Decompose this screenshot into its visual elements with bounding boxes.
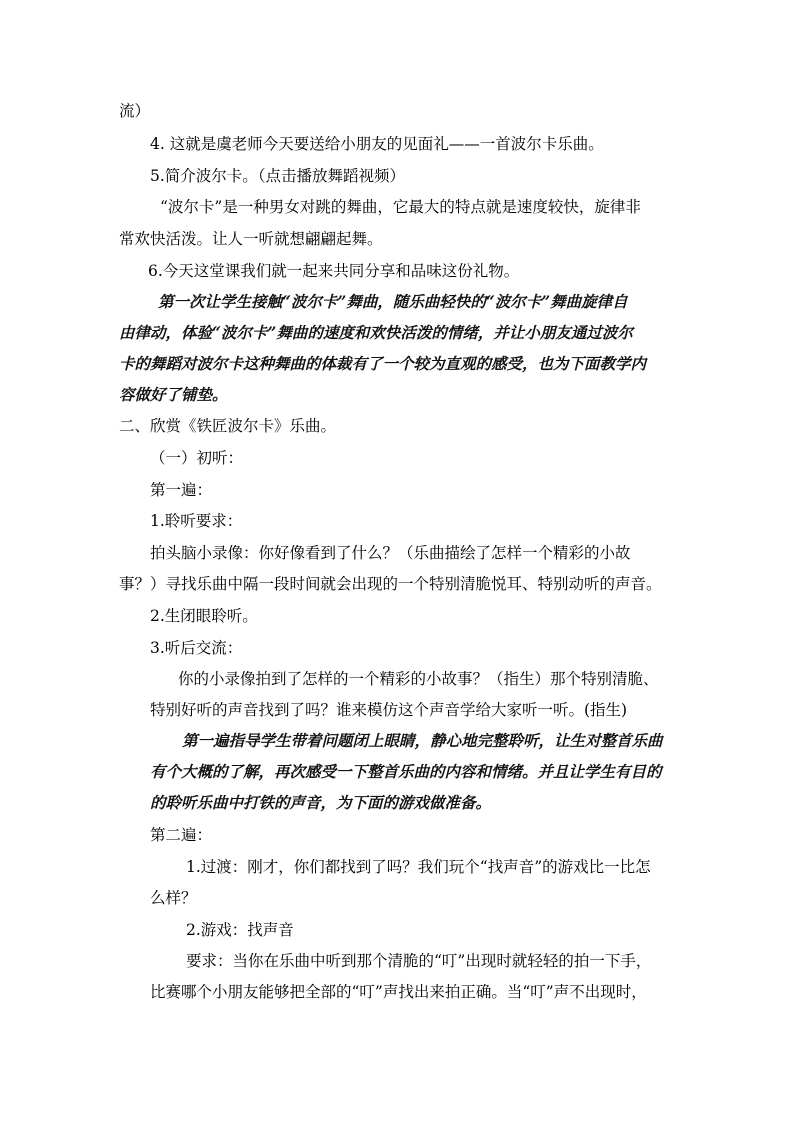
teaching-note-line: 有个大概的了解，再次感受一下整首乐曲的内容和情绪。并且让学生有目的 [150,762,662,781]
teaching-note-line: 第一遍指导学生带着问题闭上眼睛，静心地完整聆听，让生对整首乐曲 [182,731,663,750]
text-line: 要求：当你在乐曲中听到那个清脆的“叮”出现时就轻轻的拍一下手， [186,952,652,970]
text-line: 么样？ [150,889,197,907]
text-line: 比赛哪个小朋友能够把全部的“叮”声找出来拍正确。当“叮”声不出现时， [150,983,647,1001]
text-line: 1.聆听要求： [150,512,243,530]
text-line: 第一遍： [150,481,213,499]
teaching-note-line: 第一次让学生接触“波尔卡”舞曲，随乐曲轻快的“波尔卡”舞曲旋律自 [158,292,628,311]
text-line: 2.游戏：找声音 [186,921,294,939]
text-line: 第二遍： [150,826,213,844]
teaching-note-line: 的聆听乐曲中打铁的声音，为下面的游戏做准备。 [150,793,492,812]
text-line: 事？）寻找乐曲中隔一段时间就会出现的一个特别清脆悦耳、特别动听的声音。 [119,575,662,593]
text-line: “波尔卡”是一种男女对跳的舞曲，它最大的特点就是速度较快，旋律非 [160,198,641,216]
teaching-note-line: 由律动，体验“波尔卡”舞曲的速度和欢快活泼的情绪，并让小朋友通过波尔 [119,323,633,342]
teaching-note-line: 卡的舞蹈对波尔卡这种舞曲的体裁有了一个较为直观的感受，也为下面教学内 [119,354,647,373]
teaching-note-line: 容做好了铺垫。 [119,385,228,404]
text-line: 拍头脑小录像：你好像看到了什么？（乐曲描绘了怎样一个精彩的小故 [150,544,631,562]
text-line: 特别好听的声音找到了吗？谁来模仿这个声音学给大家听一听。(指生) [150,701,628,719]
text-line: 6.今天这堂课我们就一起来共同分享和品味这份礼物。 [148,262,520,280]
text-line: 你的小录像拍到了怎样的一个精彩的小故事？（指生）那个特别清脆、 [178,670,659,688]
text-line: 3.听后交流： [150,639,243,657]
section-heading: 二、欣赏《铁匠波尔卡》乐曲。 [119,417,337,435]
text-line: 5.简介波尔卡。（点击播放舞蹈视频） [150,167,406,185]
text-line: 流） [119,102,151,120]
text-line: （一）初听： [150,449,244,467]
text-line: 4. 这就是虞老师今天要送给小朋友的见面礼——一首波尔卡乐曲。 [150,135,604,153]
text-line: 2.生闭眼聆听。 [150,607,258,625]
text-line: 1.过渡：刚才，你们都找到了吗？我们玩个“找声音”的游戏比一比怎 [186,858,651,876]
text-line: 常欢快活泼。让人一听就想翩翩起舞。 [119,230,383,248]
